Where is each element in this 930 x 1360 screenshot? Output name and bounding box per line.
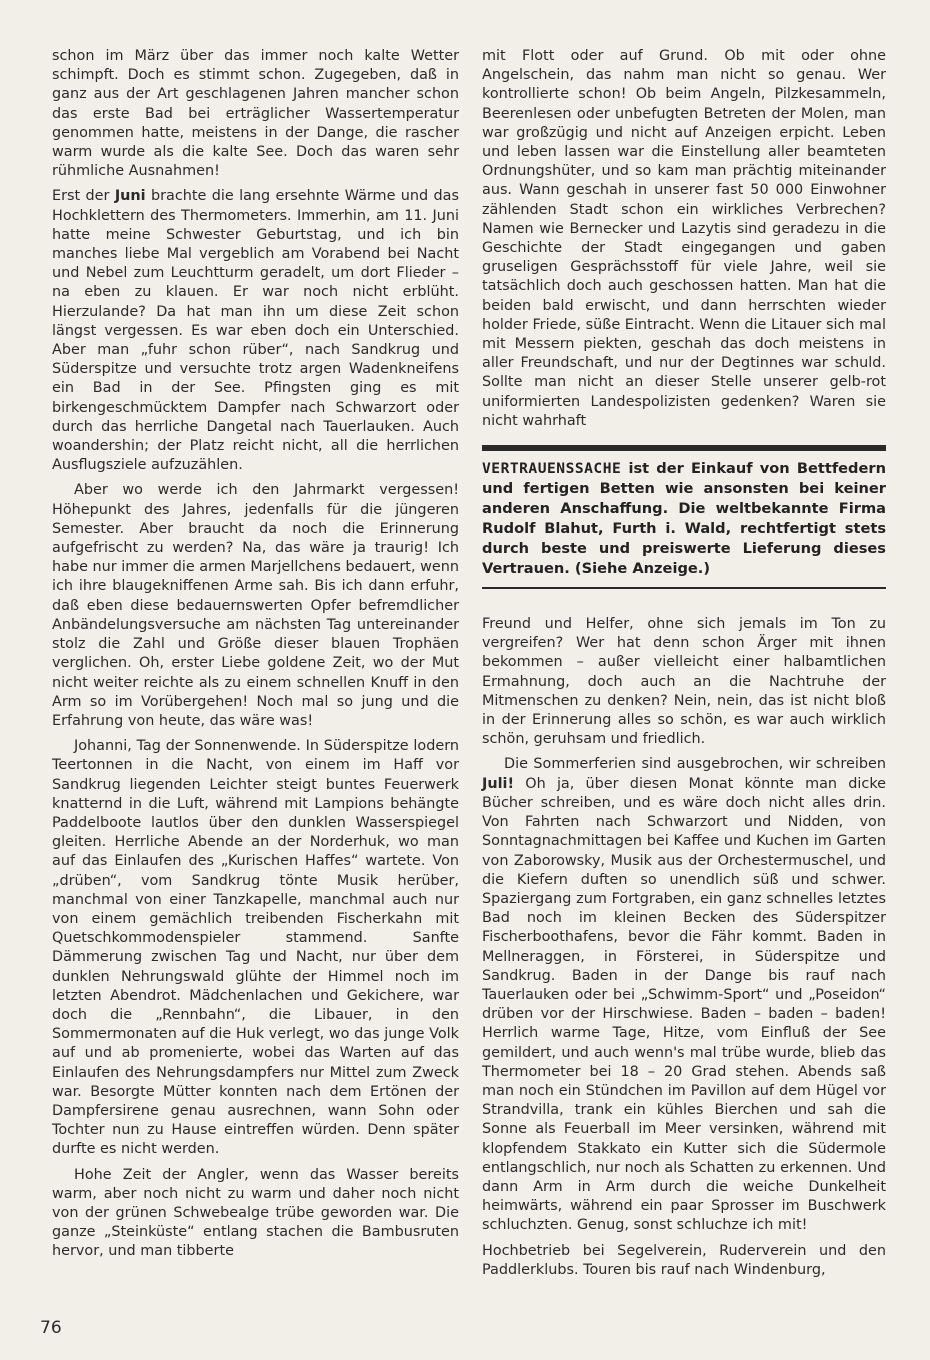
paragraph-text: brachte die lang ersehnte Wärme und das Hochklettern des Thermometers. Immerhin, am 11. Juni hatte meine Schwester Geburtstag, und ich bin manches liebe Mal vergeblich am Vorabend bei Nacht und Nebel zum Leuchtturm geradelt, um dort Flieder – na eben zu klauen. Er war noch nicht erblüht. Hierzulande? Da hat man ihn um diese Zeit schon längst vergessen. Es war eben doch ein Unterschied. Aber man „fuhr schon rüber“, nach Sandkrug und Süderspitze und versuchte trotz argen Wadenkneifens ein Bad in der See. Pfingsten ging es mit birkengeschmücktem Dampfer nach Schwarzort oder durch das herrliche Dangetal nach Tauerlauken. Auch woandershin; der Platz reicht nicht, all die herrlichen Ausflugsziele aufzuzählen. xyxy=(52,188,459,474)
ad-text: ist der Einkauf von Bettfedern und fertigen Betten wie ansonsten bei keiner anderen Anschaffung. Die weltbekannte Firma Rudolf Blahut, Furth i. Wald, rechtfertigt stets durch beste und preiswerte Lieferung dieses Vertrauen. (Siehe Anzeige.) xyxy=(482,460,886,578)
paragraph-text: Erst der xyxy=(52,188,110,205)
paragraph xyxy=(482,755,886,1235)
paragraph: mit Flott oder auf Grund. Ob mit oder ohne Angelschein, das nahm man nicht so genau. Wer kontrollierte schon! Ob beim Angeln, Pilzkesammeln, Beerenlesen oder unbefugten Betreten der Molen, man war großzügig und nicht auf Anzeigen erpicht. Leben und leben lassen war die Einstellung aller beamteten Ordnungshüter, und so kam man prächtig miteinander aus. Wann geschah in unserer fast 50 000 Einwohner zählenden Stadt schon ein wirkliches Verbrechen? Namen wie Bernecker und Lazytis sind geradezu in die Geschichte der Stadt eingegangen und gaben gruseligen Gesprächsstoff für viele Jahre, weil sie tatsächlich doch auch geschossen hatten. Man hat die beiden bald erwischt, und dann herrschten wieder holder Friede, süße Eintracht. Wenn die Litauer sich mal mit Messern piekten, geschah das doch meistens in aller Freundschaft, und nur der Degtinnes war schuld. Sollte man nicht an dieser Stelle unserer gelb-rot uniformierten Landespolizisten gedenken? Waren sie nicht wahrhaft xyxy=(482,48,886,429)
divider xyxy=(482,445,886,451)
month-highlight: Juli! xyxy=(482,775,515,792)
paragraph: Hochbetrieb bei Segelverein, Ruderverein und den Paddlerklubs. Touren bis rauf nach Windenburg, xyxy=(482,1242,886,1278)
paragraph: Aber wo werde ich den Jahrmarkt vergessen! Höhepunkt des Jahres, jedenfalls für die jüngeren Semester. Aber braucht da noch die Erinnerung aufgefrischt zu werden? Na, das wäre ja traurig! Ich habe nur immer die armen Marjellchens bedauert, wenn ich ihre blaugekniffenen Arme sah. Bis ich dann erfuhr, daß eben diese bedauernswerten Opfer befremdlicher Anbändelungsversuche am nächsten Tag untereinander stolz die Zahl und Größe dieser blauen Trophäen verglichen. Oh, erster Liebe goldene Zeit, wo der Mut nicht weiter reichte als zu einem schnellen Knuff in den Arm so im Vorübergehen! Noch mal so jung und die Erfahrung von heute, das wäre was! xyxy=(52,482,459,729)
paragraph xyxy=(52,187,459,475)
divider xyxy=(482,587,886,589)
advertisement-box xyxy=(482,459,886,579)
left-column xyxy=(52,47,459,1262)
paragraph: Johanni, Tag der Sonnenwende. In Süderspitze lodern Teertonnen in die Nacht, von einem im Haff vor Sandkrug liegenden Leichter steigt buntes Feuerwerk knatternd in die Luft, während mit Lampions behängte Paddelboote lautlos über den dunklen Wasserspiegel gleiten. Herrliche Abende an der Norderhuk, wo man auf das Einlaufen des „Kurischen Haffes“ wartete. Von „drüben“, vom Sandkrug tönte Musik herüber, manchmal von einer Tanzkapelle, manchmal auch nur von einem gemächlich treibenden Fischerkahn mit Quetschkommodenspieler stammend. Sanfte Dämmerung zwischen Tag und Nacht, nur über dem dunklen Nehrungswald glühte der Himmel noch im letzten Abendrot. Mädchenlachen und Gekichere, war doch die „Rennbahn“, die Libauer, in den Sommermonaten auf die Huk verlegt, wo das junge Volk auf und ab promenierte, wobei das Warten auf das Einlaufen des Nehrungsdampfers nur Mittel zum Zweck war. Besorgte Mütter konnten nach dem Ertönen der Dampfersirene genau ausrechnen, wann Sohn oder Tochter nun zu Hause eintreffen würden. Denn später durfte es nicht werden. xyxy=(52,738,459,1158)
paragraph: Hohe Zeit der Angler, wenn das Wasser bereits warm, aber noch nicht zu warm und daher noch nicht von der grünen Schwebealge trübe geworden war. Die ganze „Steinküste“ entlang stachen die Bambusruten hervor, und man tibberte xyxy=(52,1166,459,1260)
paragraph-text: Oh ja, über diesen Monat könnte man dicke Bücher schreiben, und es wäre doch nicht alles drin. Von Fahrten nach Schwarzort und Nidden, von Sonntagnachmittagen bei Kaffee und Kuchen im Garten von Zaborowsky, Musik aus der Orchestermuschel, und die Kiefern duften so unendlich süß und schwer. Spaziergang zum Fortgraben, ein ganz schnelles letztes Bad noch im kleinen Becken des Süderspitzer Fischerboothafens, bevor die Fähr kommt. Baden in Mellneraggen, in Försterei, in Süderspitze und Sandkrug. Baden in der Dange bis rauf nach Tauerlauken oder bei „Schwimm-Sport“ und „Poseidon“ drüben vor der Hirschwiese. Baden – baden – baden! Herrlich warme Tage, Hitze, vom Einfluß der See gemildert, und auch wenn's mal trübe wurde, blieb das Thermometer bei 18 – 20 Grad stehen. Abends saß man noch ein Stündchen im Pavillon auf dem Hügel vor Strandvilla, trank ein kühles Bierchen und sah die Sonne als Feuerball im Meer versinken, während mit klopfendem Stakkato ein Kutter sich die Südermole entlangschlich, nur noch als Schatten zu erkennen. Und dann Arm in Arm durch die weiche Dunkelheit heimwärts, während ein paar Sprosser im Buschwerk schluchzten. Genug, sonst schluchze ich mit! xyxy=(482,775,887,1234)
paragraph: schon im März über das immer noch kalte Wetter schimpft. Doch es stimmt schon. Zugegeben, daß in ganz aus der Art geschlagenen Jahren mancher schon das erste Bad bei erträglicher Wassertemperatur genommen hatte, meistens in der Dange, die rascher warm wurde als die kalte See. Doch das waren sehr rühmliche Ausnahmen! xyxy=(52,48,459,180)
page-number: 76 xyxy=(40,1318,62,1338)
paragraph-text: Die Sommerferien sind ausgebrochen, wir schreiben xyxy=(504,756,886,773)
paragraph: Freund und Helfer, ohne sich jemals im Ton zu vergreifen? Wer hat denn schon Ärger mit ihnen bekommen – außer vielleicht einer halbamtlichen Ermahnung, doch auch an die Nachtruhe der Mitmenschen zu denken? Nein, nein, das ist nicht bloß in der Erinnerung alles so schön, es war auch wirklich schön, geruhsam und friedlich. xyxy=(482,616,886,748)
right-column xyxy=(482,47,886,1280)
ad-keyword: VERTRAUENSSACHE xyxy=(482,460,622,478)
month-highlight: Juni xyxy=(114,188,146,205)
